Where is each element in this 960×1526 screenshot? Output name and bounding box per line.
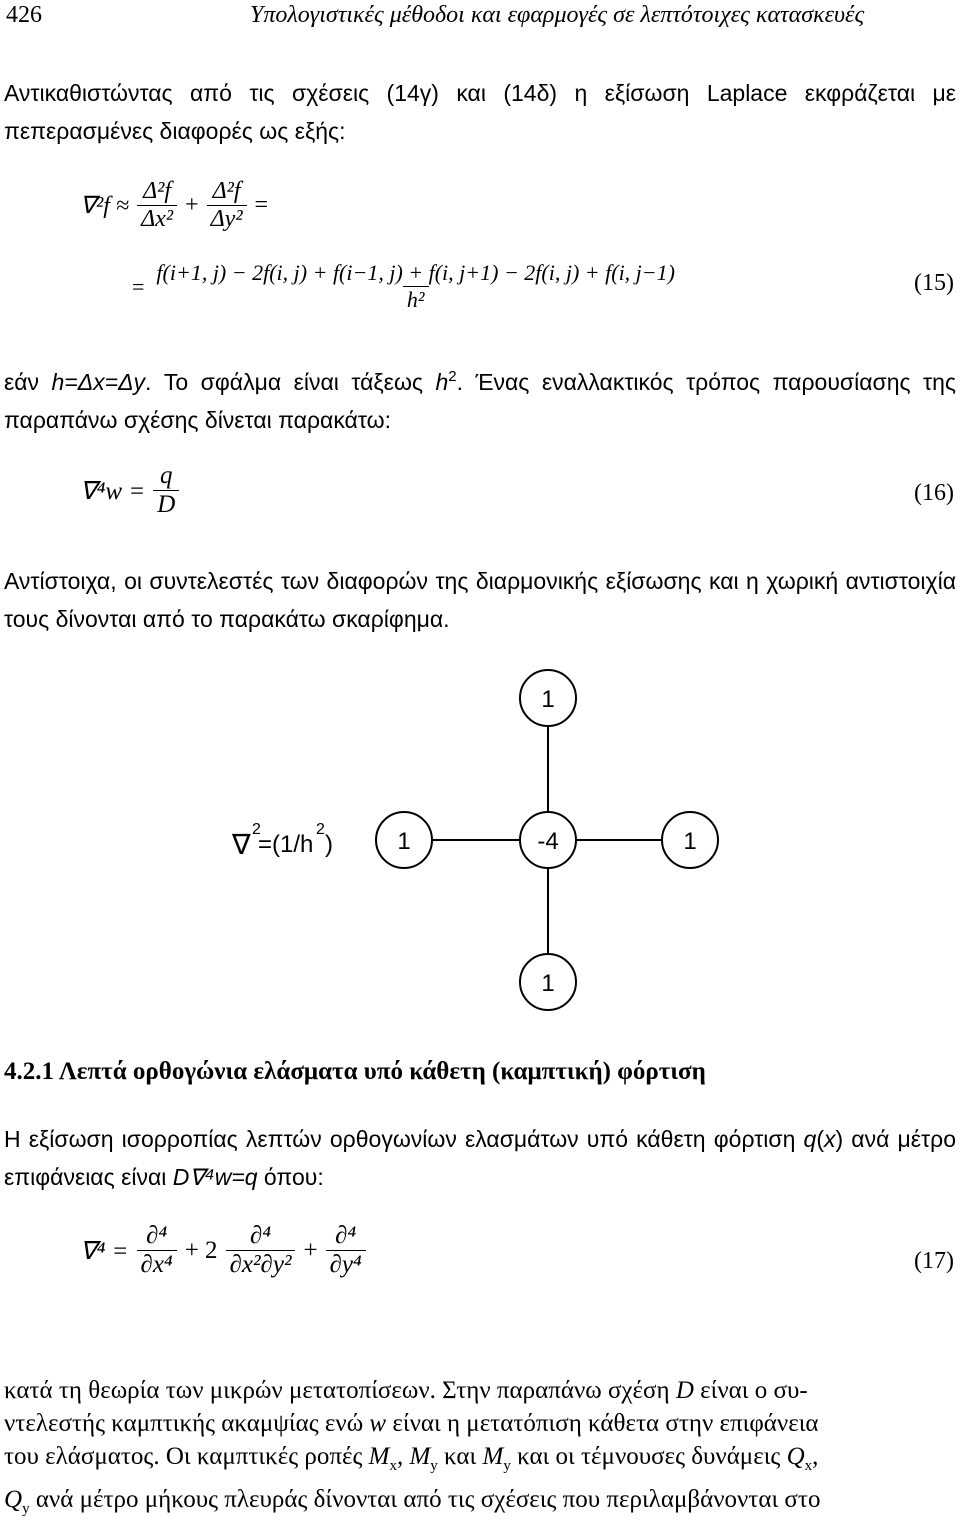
para4-equation: D∇⁴w=q [172,1164,258,1190]
eq16-numerator: q [160,462,173,489]
para5-D: D [675,1377,694,1404]
para5-Qy: Q [4,1486,23,1513]
para4-x: x [824,1126,836,1152]
stencil-operator-exponent: 2 [252,821,261,838]
stencil-value-right: 1 [683,828,697,855]
eq15-term1-num: Δ²f [143,178,172,204]
stencil-value-center: -4 [537,828,559,855]
para2-order-exponent: 2 [448,368,457,385]
eq15-term2 [207,178,247,233]
eq17-coefficient: + 2 [184,1236,218,1264]
para5-My-sub: y [430,1458,438,1474]
para4-q: q [803,1126,817,1152]
eq15-equals-2: = [132,273,145,299]
eq17-term1 [137,1222,177,1279]
stencil-value-top: 1 [541,686,555,713]
eq17-term3-den: ∂y⁴ [326,1250,366,1279]
para5-w: w [369,1410,387,1437]
stencil-value-bottom: 1 [541,970,555,997]
para5-comma: , [812,1443,819,1470]
para5-sep1: , [396,1443,410,1470]
para5-Mx-sub: x [389,1458,397,1474]
para5-line2a: ντελεστής καμπτικής ακαμψίας ενώ [4,1410,370,1437]
para5-line2b: είναι η μετατόπιση κάθετα στην επιφάνεια [386,1410,819,1437]
para5-line1b: είναι ο συ- [693,1377,808,1404]
eq17-term3 [326,1222,366,1279]
eq16-denominator: D [153,490,179,519]
para5-line4 [4,1483,956,1526]
para5-Mxy: M [482,1443,504,1470]
para2-order: h [435,369,449,395]
eq15-fraction [152,260,679,313]
para5-My: M [409,1443,431,1470]
eq17-plus: + [303,1236,318,1264]
para5-line1 [4,1374,956,1407]
para5-line1a: κατά τη θεωρία των μικρών μετατοπίσεων. Στην παραπάνω σχέση [4,1377,676,1404]
running-title: Υπολογιστικές μέθοδοι και εφαρμογές σε λεπτότοιχες κατασκευές [250,2,865,28]
para5-line3 [4,1440,956,1483]
eq17-lhs: ∇⁴ = [80,1237,129,1265]
equation-15-number: (15) [914,270,954,296]
para5-Mxy-sub: y [503,1458,511,1474]
eq17-term2-den: ∂x²∂y² [226,1250,296,1279]
stencil-operator: ∇ [232,829,251,860]
stencil-label-exponent: 2 [316,821,325,838]
eq15-numerator: f(i+1, j) − 2f(i, j) + f(i−1, j) + f(i, j+1) − 2f(i, j) + f(i, j−1) [156,260,675,285]
eq15-plus: + [185,192,199,218]
stencil-label-close: ) [325,831,333,858]
para5-line3b: και οι τέμνουσες δυνάμεις [510,1443,787,1470]
eq15-term1 [137,178,177,233]
section-title: 4.2.1 Λεπτά ορθογώνια ελάσματα υπό κάθετη (καμπτική) φόρτιση [4,1058,706,1085]
eq16-lhs: ∇⁴w = [80,477,146,505]
para2-text3: . Ένας εναλλακτικός τρόπος παρουσίασης της παραπάνω σχέσης δίνεται παρακάτω: [4,369,956,433]
eq15-equals: = [254,192,269,218]
para2-text1: εάν [4,369,52,395]
para5-Qx: Q [786,1443,805,1470]
para5-Mx: M [368,1443,390,1470]
eq17-term2-num: ∂⁴ [249,1222,272,1249]
para4-text3: όπου: [257,1164,324,1190]
para4-text2: ανά μέτρο επιφάνειας είναι [4,1126,956,1190]
para5-Qx-sub: x [804,1458,813,1474]
para5-and: και [437,1443,483,1470]
eq15-term1-den: Δx² [137,205,177,233]
para5-line3a: του ελάσματος. Οι καμπτικές ροπές [4,1443,369,1470]
eq15-term2-den: Δy² [207,205,247,233]
eq15-term2-num: Δ²f [212,178,241,204]
para5-line4-text: ανά μέτρο μήκους πλευράς δίνονται από τις σχέσεις που περιλαμβάνονται στο [29,1486,821,1513]
para5-line2 [4,1407,956,1440]
eq15-lhs: ∇²f ≈ [80,193,130,219]
paragraph-bending [4,1374,956,1526]
paragraph-stencil-intro: Αντίστοιχα, οι συντελεστές των διαφορών της διαρμονικής εξίσωσης και η χωρική αντιστοιχία τους δίνονται από το παρακάτω σκαρίφημα. [4,568,956,632]
equation-17-number: (17) [914,1248,954,1274]
eq17-term3-num: ∂⁴ [335,1222,357,1249]
paragraph-intro: Αντικαθιστώντας από τις σχέσεις (14γ) και (14δ) η εξίσωση Laplace εκφράζεται με πεπερασμένες διαφορές ως εξής: [4,80,956,144]
para2-condition: h=Δx=Δy [51,369,146,395]
eq17-term1-den: ∂x⁴ [137,1250,177,1279]
paragraph-equilibrium: Η εξίσωση ισορροπίας λεπτών ορθογωνίων ελασμάτων υπό κάθετη φόρτιση q(x) ανά μέτρο επιφάνειας είναι D∇⁴w=q όπου: [4,1126,956,1190]
equation-15-line2 [132,260,679,313]
equation-16 [80,462,179,519]
stencil-value-left: 1 [397,828,411,855]
eq16-fraction [153,462,179,519]
para2-text2: . Το σφάλμα είναι τάξεως [145,369,436,395]
para4-text1: Η εξίσωση ισορροπίας λεπτών ορθογωνίων ελασμάτων υπό κάθετη φόρτιση [4,1126,804,1152]
equation-16-number: (16) [914,480,954,506]
page-number: 426 [6,2,42,28]
equation-15-line1 [80,178,268,233]
stencil-diagram [0,660,960,1040]
eq17-term1-num: ∂⁴ [146,1222,168,1249]
eq15-denominator: h² [403,286,429,313]
eq17-term2 [226,1222,296,1279]
para5-Qy-sub: y [22,1501,30,1517]
paragraph-error-order [4,358,956,439]
equation-17 [80,1222,366,1279]
stencil-label: =(1/h [258,831,314,858]
